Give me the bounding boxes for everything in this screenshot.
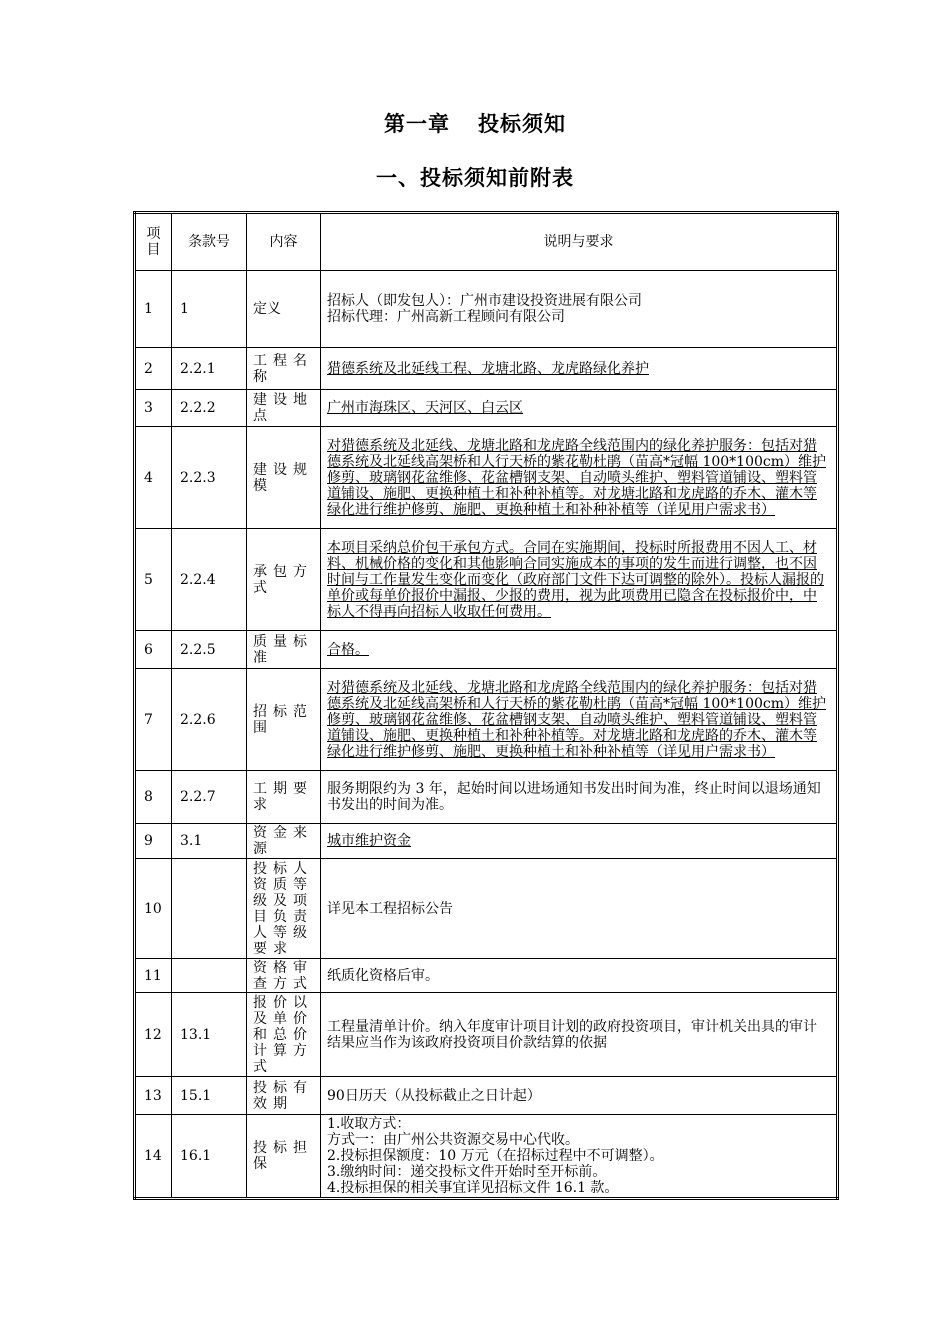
row-number: 6 — [135, 631, 172, 669]
row-description: 工程量清单计价。纳入年度审计项目计划的政府投资项目，审计机关出具的审计结果应当作为该政府投资项目价款结算的依据 — [321, 993, 838, 1077]
row-item: 建设地点 — [247, 390, 321, 427]
table-row — [135, 771, 838, 824]
row-clause: 3.1 — [172, 824, 247, 859]
row-item: 报价以及单价和总价计算方式 — [247, 993, 321, 1077]
row-number: 1 — [135, 271, 172, 348]
row-clause: 1 — [172, 271, 247, 348]
table-row — [135, 859, 838, 959]
table-row — [135, 1077, 838, 1115]
row-number: 8 — [135, 771, 172, 824]
row-description: 合格。 — [321, 631, 838, 669]
table-row — [135, 631, 838, 669]
row-number: 10 — [135, 859, 172, 959]
row-description: 本项目采纳总价包干承包方式。合同在实施期间，投标时所报费用不因人工、材料、机械价格的变化和其他影响合同实施成本的事项的发生而进行调整，也不因时间与工作量发生变化而变化（政府部门文件下达可调整的除外）。投标人漏报的单价或每单价报价中漏报、少报的费用，视为此项费用已隐含在投标报价中，中标人不得再向招标人收取任何费用。 — [321, 529, 838, 631]
table-header-row — [135, 213, 838, 271]
row-number: 12 — [135, 993, 172, 1077]
row-clause: 2.2.3 — [172, 427, 247, 529]
header-requirements: 说明与要求 — [321, 213, 838, 271]
table-row — [135, 529, 838, 631]
header-content: 内容 — [247, 213, 321, 271]
row-description: 对猎德系统及北延线、龙塘北路和龙虎路全线范围内的绿化养护服务：包括对猎德系统及北延线高架桥和人行天桥的紫花勒杜鹃（苗高*冠幅 100*100cm）维护修剪、玻璃钢花盆维修、花盆槽钢支架、自动喷头维护、塑料管道铺设、塑料管道铺设、施肥、更换种植土和补种补植等。对龙塘北路和龙虎路的乔木、灌木等绿化进行维护修剪、施肥、更换种植土和补种补植等（详见用户需求书） — [321, 427, 838, 529]
row-number: 13 — [135, 1077, 172, 1115]
table-row — [135, 427, 838, 529]
row-number: 7 — [135, 669, 172, 771]
row-number: 5 — [135, 529, 172, 631]
row-item: 资金来源 — [247, 824, 321, 859]
row-clause: 2.2.1 — [172, 348, 247, 390]
row-item: 投标担保 — [247, 1115, 321, 1199]
row-description: 1.收取方式： 方式一：由广州公共资源交易中心代收。 2.投标担保额度：10 万元（在招标过程中不可调整）。 3.缴纳时间：递交投标文件开始时至开标前。 4.投标担保的相关事宜详见招标文件 16.1 款。 — [321, 1115, 838, 1199]
table-row — [135, 959, 838, 993]
row-clause: 2.2.4 — [172, 529, 247, 631]
row-clause — [172, 959, 247, 993]
bidding-notice-table — [133, 211, 839, 1200]
row-number: 14 — [135, 1115, 172, 1199]
row-item: 工程名称 — [247, 348, 321, 390]
row-description: 对猎德系统及北延线、龙塘北路和龙虎路全线范围内的绿化养护服务：包括对猎德系统及北延线高架桥和人行天桥的紫花勒杜鹃（苗高*冠幅 100*100cm）维护修剪、玻璃钢花盆维修、花盆槽钢支架、自动喷头维护、塑料管道铺设、塑料管道铺设、施肥、更换种植土和补种补植等。对龙塘北路和龙虎路的乔木、灌木等绿化进行维护修剪、施肥、更换种植土和补种补植等（详见用户需求书） — [321, 669, 838, 771]
table-row — [135, 824, 838, 859]
row-description: 详见本工程招标公告 — [321, 859, 838, 959]
chapter-name: 投标须知 — [478, 112, 566, 136]
row-clause: 2.2.5 — [172, 631, 247, 669]
row-clause: 13.1 — [172, 993, 247, 1077]
row-clause: 2.2.7 — [172, 771, 247, 824]
row-clause: 2.2.2 — [172, 390, 247, 427]
row-number: 9 — [135, 824, 172, 859]
row-description: 广州市海珠区、天河区、白云区 — [321, 390, 838, 427]
table-row — [135, 348, 838, 390]
row-item: 质量标准 — [247, 631, 321, 669]
header-item-no: 项目 — [135, 213, 172, 271]
row-description: 纸质化资格后审。 — [321, 959, 838, 993]
row-clause: 15.1 — [172, 1077, 247, 1115]
row-clause: 16.1 — [172, 1115, 247, 1199]
table-row — [135, 271, 838, 348]
row-number: 11 — [135, 959, 172, 993]
header-clause: 条款号 — [172, 213, 247, 271]
row-number: 2 — [135, 348, 172, 390]
table-row — [135, 1115, 838, 1199]
row-item: 定义 — [247, 271, 321, 348]
row-number: 4 — [135, 427, 172, 529]
row-item: 工期要求 — [247, 771, 321, 824]
row-clause: 2.2.6 — [172, 669, 247, 771]
chapter-number: 第一章 — [384, 112, 450, 136]
table-row — [135, 669, 838, 771]
row-item: 投标有效期 — [247, 1077, 321, 1115]
row-item: 招标范围 — [247, 669, 321, 771]
row-item: 资格审查方式 — [247, 959, 321, 993]
table-row — [135, 390, 838, 427]
row-description: 服务期限约为 3 年，起始时间以进场通知书发出时间为准，终止时间以退场通知书发出的时间为准。 — [321, 771, 838, 824]
section-title: 一、投标须知前附表 — [376, 166, 574, 190]
row-description: 90日历天（从投标截止之日计起） — [321, 1077, 838, 1115]
row-description: 招标人（即发包人）：广州市建设投资进展有限公司 招标代理：广州高新工程顾问有限公司 — [321, 271, 838, 348]
row-item: 投标人资质等级及项目负责人等级要求 — [247, 859, 321, 959]
row-item: 承包方式 — [247, 529, 321, 631]
row-description: 猎德系统及北延线工程、龙塘北路、龙虎路绿化养护 — [321, 348, 838, 390]
chapter-title — [0, 108, 950, 138]
row-number: 3 — [135, 390, 172, 427]
row-item: 建设规模 — [247, 427, 321, 529]
row-description: 城市维护资金 — [321, 824, 838, 859]
table-row — [135, 993, 838, 1077]
row-clause — [172, 859, 247, 959]
